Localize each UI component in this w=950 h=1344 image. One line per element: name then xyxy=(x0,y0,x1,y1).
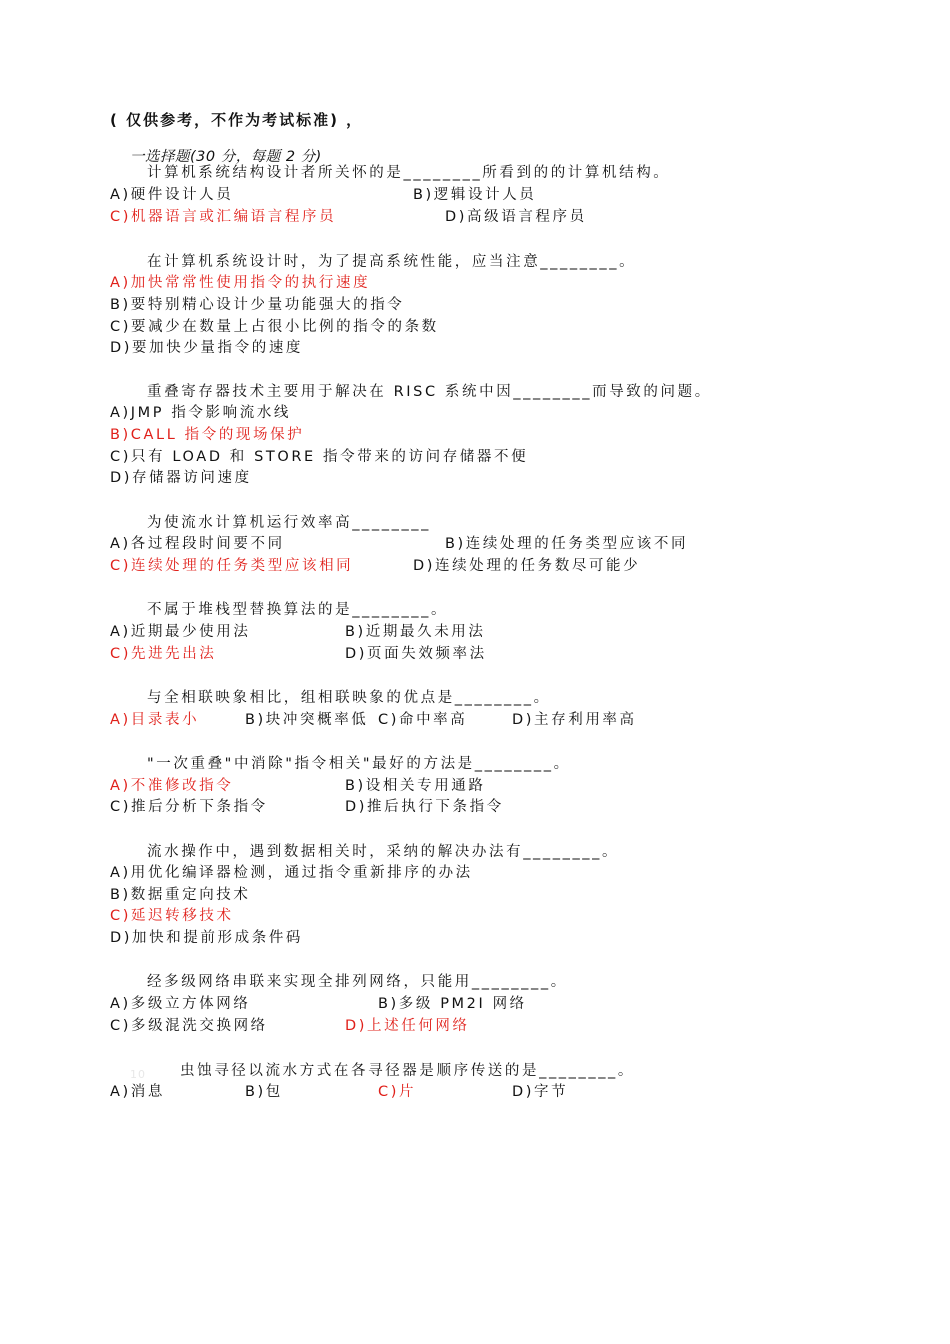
option-c-answer: C)连续处理的任务类型应该相同 xyxy=(110,558,354,574)
option-b: B)逻辑设计人员 xyxy=(413,187,537,203)
option-d: D)要加快少量指令的速度 xyxy=(110,340,304,356)
option-a: A)各过程段时间要不同 xyxy=(110,536,285,552)
option-d: D)推后执行下条指令 xyxy=(345,799,504,815)
option-c: C)推后分析下条指令 xyxy=(110,799,268,815)
question-stem: 为使流水计算机运行效率高________ xyxy=(147,515,431,531)
question-stem: 计算机系统结构设计者所关怀的是________所看到的的计算机结构。 xyxy=(147,165,671,181)
option-d-answer: D)上述任何网络 xyxy=(345,1018,470,1034)
option-d: D)连续处理的任务数尽可能少 xyxy=(413,558,641,574)
question-stem: 经多级网络串联来实现全排列网络，只能用________。 xyxy=(147,974,568,990)
option-a: A)近期最少使用法 xyxy=(110,624,251,640)
question-stem: "一次重叠"中消除"指令相关"最好的方法是________。 xyxy=(147,756,571,772)
option-c-answer: C)片 xyxy=(378,1084,417,1100)
question-stem: 重叠寄存器技术主要用于解决在 RISC 系统中因________而导致的问题。 xyxy=(147,384,712,400)
question-stem: 不属于堆栈型替换算法的是________。 xyxy=(147,602,449,618)
option-a-answer: A)目录表小 xyxy=(110,712,200,728)
option-a: A)JMP 指令影响流水线 xyxy=(110,405,292,421)
option-d: D)字节 xyxy=(512,1084,569,1100)
option-b: B)数据重定向技术 xyxy=(110,887,251,903)
option-c: C)命中率高 xyxy=(378,712,468,728)
option-b: B)包 xyxy=(245,1084,283,1100)
option-b-answer: B)CALL 指令的现场保护 xyxy=(110,427,305,443)
option-c: C)只有 LOAD 和 STORE 指令带来的访问存储器不便 xyxy=(110,449,529,465)
option-b: B)块冲突概率低 xyxy=(245,712,369,728)
section-title: 一选择题(30 分，每题 2 分) xyxy=(130,149,322,165)
question-stem: 流水操作中，遇到数据相关时，采纳的解决办法有________。 xyxy=(147,844,620,860)
option-d: D)主存利用率高 xyxy=(512,712,637,728)
option-d: D)加快和提前形成条件码 xyxy=(110,930,304,946)
option-d: D)页面失效频率法 xyxy=(345,646,487,662)
option-c: C)多级混洗交换网络 xyxy=(110,1018,268,1034)
option-a: A)消息 xyxy=(110,1084,165,1100)
option-c-answer: C)先进先出法 xyxy=(110,646,217,662)
option-c-answer: C)延迟转移技术 xyxy=(110,908,234,924)
option-c-answer: C)机器语言或汇编语言程序员 xyxy=(110,209,337,225)
option-a: A)硬件设计人员 xyxy=(110,187,234,203)
option-d: D)存储器访问速度 xyxy=(110,470,252,486)
option-b: B)设相关专用通路 xyxy=(345,778,486,794)
question-number: 10 xyxy=(130,1068,146,1081)
option-d: D)高级语言程序员 xyxy=(445,209,587,225)
option-b: B)近期最久未用法 xyxy=(345,624,486,640)
question-stem: 与全相联映象相比，组相联映象的优点是________。 xyxy=(147,690,551,706)
header-note: ( 仅供参考，不作为考试标准) ， xyxy=(110,111,364,129)
option-a-answer: A)加快常常性使用指令的执行速度 xyxy=(110,275,371,291)
option-b: B)多级 PM2I 网络 xyxy=(378,996,527,1012)
option-b: B)要特别精心设计少量功能强大的指令 xyxy=(110,297,405,313)
option-a: A)多级立方体网络 xyxy=(110,996,251,1012)
option-c: C)要减少在数量上占很小比例的指令的条数 xyxy=(110,319,439,335)
option-a: A)用优化编译器检测，通过指令重新排序的办法 xyxy=(110,865,473,881)
option-b: B)连续处理的任务类型应该不同 xyxy=(445,536,689,552)
option-a-answer: A)不准修改指令 xyxy=(110,778,234,794)
question-stem: 虫蚀寻径以流水方式在各寻径器是顺序传送的是________。 xyxy=(180,1063,635,1079)
question-stem: 在计算机系统设计时，为了提高系统性能，应当注意________。 xyxy=(147,254,637,270)
